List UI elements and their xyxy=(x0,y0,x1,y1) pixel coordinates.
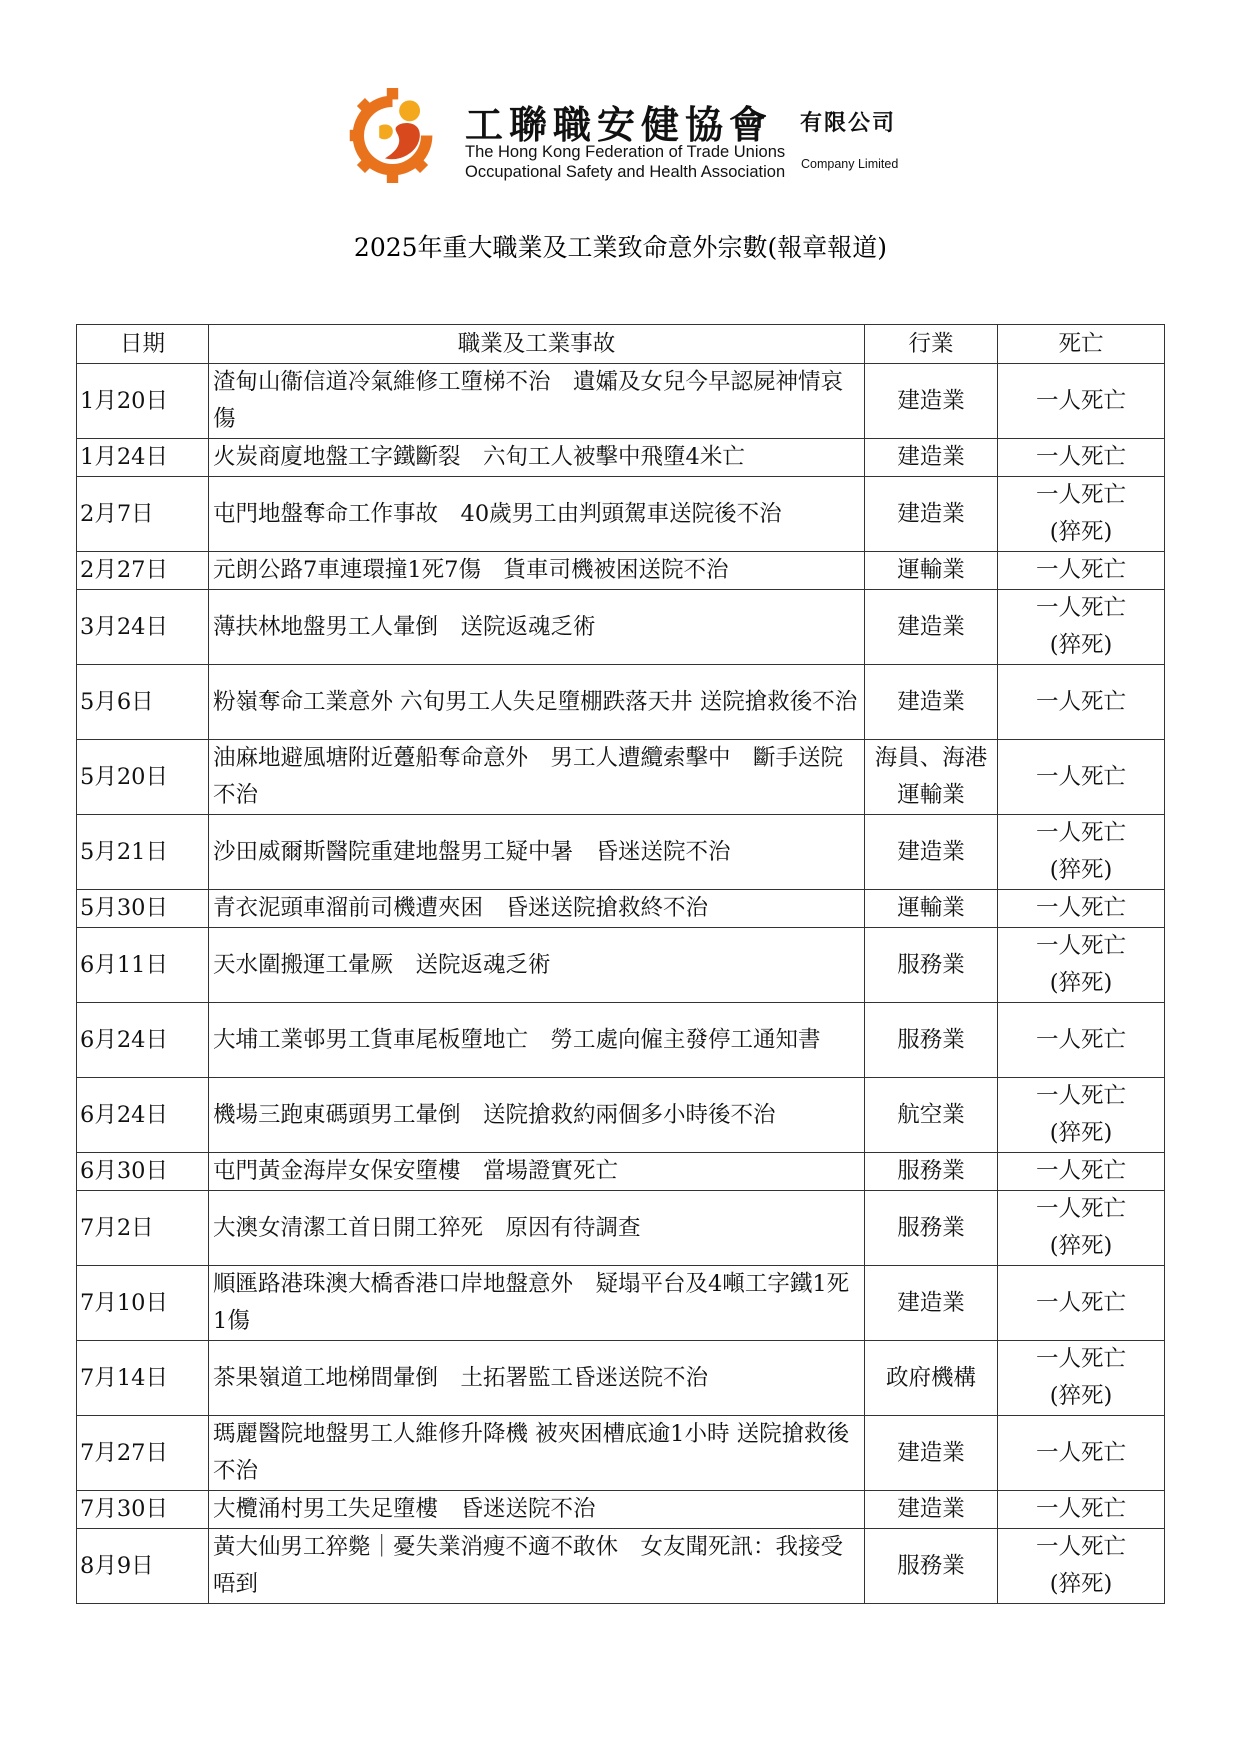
cell-event: 順匯路港珠澳大橋香港口岸地盤意外 疑塌平台及4噸工字鐵1死1傷 xyxy=(209,1266,865,1341)
cell-industry: 建造業 xyxy=(865,477,998,552)
cell-date: 7月2日 xyxy=(77,1191,209,1266)
cell-industry: 運輸業 xyxy=(865,552,998,590)
cell-date: 7月10日 xyxy=(77,1266,209,1341)
cell-event: 天水圍搬運工暈厥 送院返魂乏術 xyxy=(209,928,865,1003)
cell-industry: 建造業 xyxy=(865,1266,998,1341)
cell-death: 一人死亡 xyxy=(998,740,1165,815)
cell-death: 一人死亡 (猝死) xyxy=(998,1341,1165,1416)
cell-event: 沙田威爾斯醫院重建地盤男工疑中暑 昏迷送院不治 xyxy=(209,815,865,890)
cell-date: 8月9日 xyxy=(77,1529,209,1604)
cell-death: 一人死亡 (猝死) xyxy=(998,477,1165,552)
header-event: 職業及工業事故 xyxy=(209,325,865,364)
cell-death: 一人死亡 (猝死) xyxy=(998,1191,1165,1266)
cell-death: 一人死亡 (猝死) xyxy=(998,1078,1165,1153)
cell-industry: 建造業 xyxy=(865,364,998,439)
table-row xyxy=(77,1529,1165,1604)
association-logo-icon xyxy=(345,88,440,183)
org-name-en-line2: Occupational Safety and Health Association xyxy=(465,163,786,181)
cell-event: 粉嶺奪命工業意外 六旬男工人失足墮棚跌落天井 送院搶救後不治 xyxy=(209,665,865,740)
table-row xyxy=(77,1491,1165,1529)
cell-event: 元朗公路7車連環撞1死7傷 貨車司機被困送院不治 xyxy=(209,552,865,590)
cell-event: 瑪麗醫院地盤男工人維修升降機 被夾困槽底逾1小時 送院搶救後不治 xyxy=(209,1416,865,1491)
cell-event: 油麻地避風塘附近躉船奪命意外 男工人遭纜索擊中 斷手送院不治 xyxy=(209,740,865,815)
table-row xyxy=(77,740,1165,815)
table-row xyxy=(77,364,1165,439)
cell-event: 火炭商廈地盤工字鐵斷裂 六旬工人被擊中飛墮4米亡 xyxy=(209,439,865,477)
table-row xyxy=(77,552,1165,590)
cell-event: 機場三跑東碼頭男工暈倒 送院搶救約兩個多小時後不治 xyxy=(209,1078,865,1153)
cell-industry: 建造業 xyxy=(865,590,998,665)
cell-death: 一人死亡 xyxy=(998,1266,1165,1341)
cell-death: 一人死亡 xyxy=(998,665,1165,740)
cell-industry: 運輸業 xyxy=(865,890,998,928)
cell-death: 一人死亡 (猝死) xyxy=(998,815,1165,890)
cell-death: 一人死亡 xyxy=(998,1491,1165,1529)
table-row xyxy=(77,1191,1165,1266)
cell-date: 7月14日 xyxy=(77,1341,209,1416)
cell-event: 屯門地盤奪命工作事故 40歲男工由判頭駕車送院後不治 xyxy=(209,477,865,552)
cell-death: 一人死亡 xyxy=(998,1003,1165,1078)
table-row xyxy=(77,1153,1165,1191)
accident-table xyxy=(76,324,1165,1604)
cell-industry: 建造業 xyxy=(865,665,998,740)
cell-date: 6月11日 xyxy=(77,928,209,1003)
cell-event: 茶果嶺道工地梯間暈倒 土拓署監工昏迷送院不治 xyxy=(209,1341,865,1416)
cell-date: 5月21日 xyxy=(77,815,209,890)
header-date: 日期 xyxy=(77,325,209,364)
cell-industry: 服務業 xyxy=(865,1153,998,1191)
cell-event: 薄扶林地盤男工人暈倒 送院返魂乏術 xyxy=(209,590,865,665)
cell-date: 6月24日 xyxy=(77,1078,209,1153)
table-row xyxy=(77,928,1165,1003)
cell-industry: 服務業 xyxy=(865,1191,998,1266)
org-name-zh-suffix: 有限公司 xyxy=(800,111,897,136)
cell-industry: 建造業 xyxy=(865,439,998,477)
cell-event: 黃大仙男工猝斃｜憂失業消瘦不適不敢休 女友聞死訊：我接受唔到 xyxy=(209,1529,865,1604)
cell-industry: 服務業 xyxy=(865,1529,998,1604)
cell-date: 5月20日 xyxy=(77,740,209,815)
table-row xyxy=(77,439,1165,477)
cell-death: 一人死亡 (猝死) xyxy=(998,928,1165,1003)
header-industry: 行業 xyxy=(865,325,998,364)
cell-death: 一人死亡 xyxy=(998,890,1165,928)
cell-date: 7月30日 xyxy=(77,1491,209,1529)
cell-event: 大澳女清潔工首日開工猝死 原因有待調查 xyxy=(209,1191,865,1266)
table-header-row xyxy=(77,325,1165,364)
table-row xyxy=(77,890,1165,928)
cell-industry: 海員、海港 運輸業 xyxy=(865,740,998,815)
cell-industry: 政府機構 xyxy=(865,1341,998,1416)
cell-death: 一人死亡 xyxy=(998,552,1165,590)
cell-death: 一人死亡 xyxy=(998,1153,1165,1191)
cell-date: 5月6日 xyxy=(77,665,209,740)
cell-date: 7月27日 xyxy=(77,1416,209,1491)
cell-death: 一人死亡 xyxy=(998,1416,1165,1491)
table-row xyxy=(77,1416,1165,1491)
cell-event: 渣甸山衞信道冷氣維修工墮梯不治 遺孀及女兒今早認屍神情哀傷 xyxy=(209,364,865,439)
table-row xyxy=(77,477,1165,552)
table-row xyxy=(77,1078,1165,1153)
org-name-en-line1: The Hong Kong Federation of Trade Unions xyxy=(465,143,786,161)
table-row xyxy=(77,1266,1165,1341)
cell-event: 大欖涌村男工失足墮樓 昏迷送院不治 xyxy=(209,1491,865,1529)
table-row xyxy=(77,1003,1165,1078)
table-row xyxy=(77,815,1165,890)
cell-date: 3月24日 xyxy=(77,590,209,665)
cell-date: 1月20日 xyxy=(77,364,209,439)
cell-industry: 服務業 xyxy=(865,1003,998,1078)
table-body xyxy=(77,364,1165,1604)
cell-death: 一人死亡 (猝死) xyxy=(998,590,1165,665)
cell-date: 6月24日 xyxy=(77,1003,209,1078)
cell-industry: 航空業 xyxy=(865,1078,998,1153)
org-name-en-suffix: Company Limited xyxy=(801,157,899,171)
cell-date: 6月30日 xyxy=(77,1153,209,1191)
cell-death: 一人死亡 xyxy=(998,439,1165,477)
cell-industry: 建造業 xyxy=(865,1491,998,1529)
cell-date: 2月27日 xyxy=(77,552,209,590)
org-name-zh: 工聯職安健協會 xyxy=(465,103,774,147)
table-row xyxy=(77,665,1165,740)
cell-event: 青衣泥頭車溜前司機遭夾困 昏迷送院搶救終不治 xyxy=(209,890,865,928)
cell-industry: 建造業 xyxy=(865,1416,998,1491)
cell-industry: 服務業 xyxy=(865,928,998,1003)
document-title: 2025年重大職業及工業致命意外宗數(報章報道) xyxy=(353,233,888,262)
table-row xyxy=(77,590,1165,665)
header-death: 死亡 xyxy=(998,325,1165,364)
cell-death: 一人死亡 xyxy=(998,364,1165,439)
cell-death: 一人死亡 (猝死) xyxy=(998,1529,1165,1604)
cell-event: 大埔工業邨男工貨車尾板墮地亡 勞工處向僱主發停工通知書 xyxy=(209,1003,865,1078)
cell-industry: 建造業 xyxy=(865,815,998,890)
cell-date: 2月7日 xyxy=(77,477,209,552)
cell-date: 1月24日 xyxy=(77,439,209,477)
cell-event: 屯門黃金海岸女保安墮樓 當場證實死亡 xyxy=(209,1153,865,1191)
table-row xyxy=(77,1341,1165,1416)
cell-date: 5月30日 xyxy=(77,890,209,928)
